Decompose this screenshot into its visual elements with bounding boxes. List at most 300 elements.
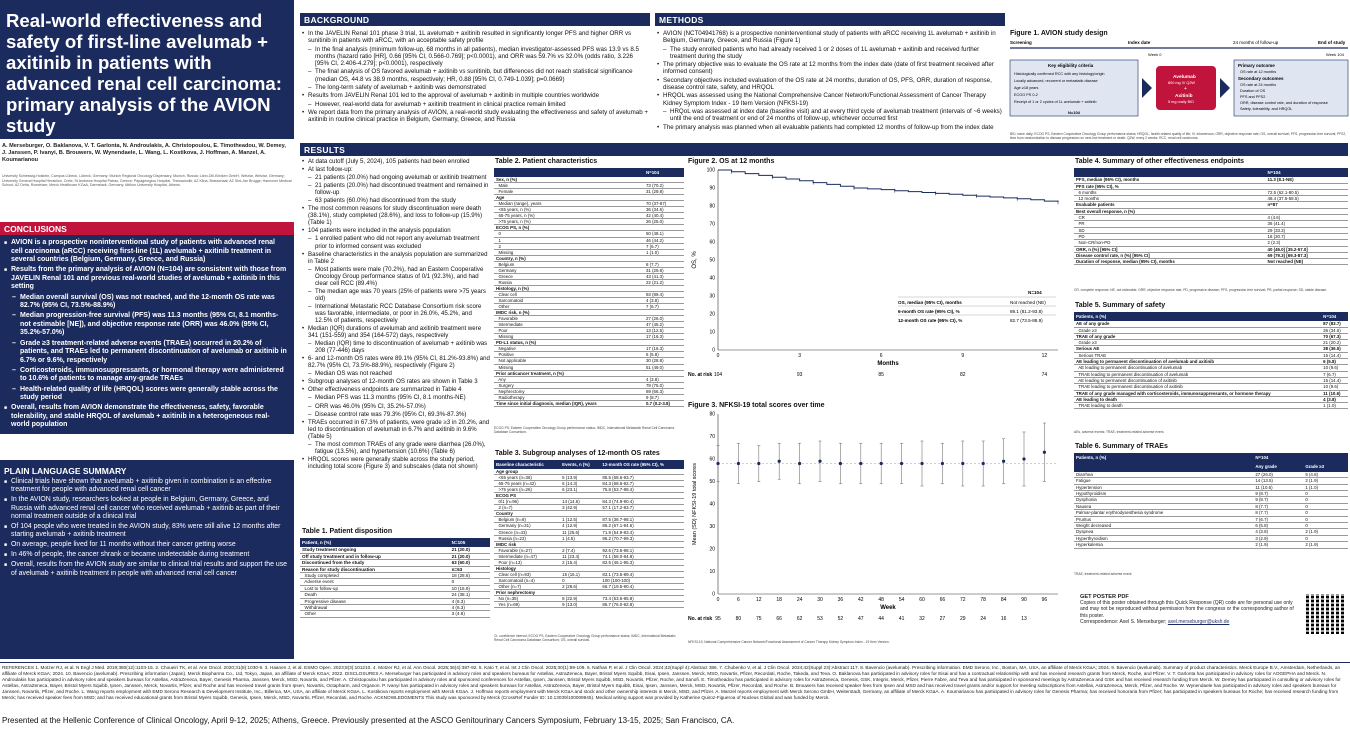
risk-label: No. at risk bbox=[688, 372, 713, 378]
results-item: • At last follow-up: bbox=[302, 166, 490, 173]
table-cell: Positive bbox=[494, 352, 644, 358]
y-tick-label: 90 bbox=[709, 185, 715, 192]
y-tick-label: 60 bbox=[709, 239, 715, 246]
table-row bbox=[494, 400, 684, 406]
table-cell: Lost to follow-up bbox=[300, 585, 450, 591]
results-item: – 21 patients (20.0%) had discontinued treatment and remained in follow-up bbox=[302, 182, 490, 196]
table-cell: 43 (41.3) bbox=[644, 273, 684, 279]
table-cell: 5 (13.9) bbox=[560, 475, 600, 481]
methods-item: • The primary objective was to evaluate the OS rate at 12 months from the index date (date of first treatment received after informed consent) bbox=[657, 61, 1003, 76]
figure2-chart bbox=[688, 166, 1068, 394]
figure3-chart bbox=[688, 410, 1068, 638]
results-item: – Most patients were male (70.2%), had an Eastern Cooperative Oncology Group performance status of 0/1 (92.3%), and had clear cell RCC (89.4%) bbox=[302, 266, 490, 287]
table-cell: 8 (22.9) bbox=[560, 596, 600, 602]
table-cell: Sarcomatoid bbox=[494, 297, 644, 303]
table-cell: Withdrawal bbox=[300, 605, 450, 611]
background-item: • We report data from the primary analysis of AVION, a real-world study evaluating the effectiveness and safety of avelumab + axitinib in routine clinical practice in Belgium, Germany, Greece, and Russia bbox=[302, 109, 648, 124]
table-cell: ORR, n (%) [95% CI] bbox=[1074, 246, 1266, 252]
fig1-week104: Week 104 bbox=[1326, 52, 1344, 57]
table-cell: 1 (1.0) bbox=[1321, 403, 1348, 409]
table-cell: 10 (9.6) bbox=[1321, 384, 1348, 390]
t1-h1: Patient, n (%) bbox=[300, 538, 450, 547]
table4-footnote: CR, complete response; NE, not estimable; ORR, objective response rate; PD, progressive disease; PFS, progression-free survival; PR, partial response; SD, stable disease. bbox=[1074, 288, 1328, 292]
table-cell: Belgium (n=8) bbox=[494, 517, 560, 523]
table-cell: AE leading to permanent discontinuation of axitinib bbox=[1074, 377, 1321, 383]
x-tick-label: 12 bbox=[1041, 353, 1048, 359]
x-tick-label: 30 bbox=[817, 597, 823, 603]
table-cell: Yes (n=69) bbox=[494, 602, 560, 608]
plain-item: ■ On average, people lived for 11 months without their cancer getting worse bbox=[4, 541, 288, 549]
table-row bbox=[1074, 259, 1348, 265]
y-tick-label: 80 bbox=[709, 203, 715, 210]
table-cell: 6 (5.8) bbox=[1321, 359, 1348, 365]
results-item: – ORR was 46.0% (95% CI, 35.2%-57.0%) bbox=[302, 403, 490, 410]
table6-footnote: TRAE, treatment-related adverse event. bbox=[1074, 572, 1133, 576]
table-cell: 11 (10.6) bbox=[1321, 390, 1348, 396]
table-cell: 6 months bbox=[1074, 189, 1266, 195]
table-cell: Reason for study discontinuation bbox=[300, 566, 450, 572]
table-cell: Time since initial diagnosis, median (IQR), years bbox=[494, 400, 644, 406]
table-cell: Serious AE bbox=[1074, 346, 1321, 352]
x-tick-label: 18 bbox=[776, 597, 782, 603]
table1-caption: Table 1. Patient disposition bbox=[302, 528, 393, 535]
methods-item: – HRQoL was assessed at index date (baseline visit) and at every third cycle of avelumab treatment (intervals of ~6 weeks) until the end of treatment or end of 24 months of follow-up, whichever occurred first bbox=[657, 108, 1003, 123]
table-cell: 46 (44.2) bbox=[644, 237, 684, 243]
table-cell: 0 bbox=[1303, 491, 1348, 497]
x-tick-label: 24 bbox=[796, 597, 803, 603]
table-cell: 63 (60.0) bbox=[450, 560, 490, 566]
risk-number: 62 bbox=[796, 616, 803, 622]
table-cell: 7 (6.7) bbox=[644, 304, 684, 310]
table-cell: TRAE leading to permanent discontinuation of axitinib bbox=[1074, 384, 1321, 390]
table-cell: 15 (14.4) bbox=[1321, 352, 1348, 358]
table-cell: Weight decreased bbox=[1074, 523, 1253, 529]
email-link[interactable]: axel.merseburger@uksh.de bbox=[1167, 618, 1230, 625]
t2-h2: N=104 bbox=[644, 168, 684, 177]
table6-caption: Table 6. Summary of TRAEs bbox=[1075, 443, 1168, 450]
x-tick-label: 6 bbox=[879, 353, 883, 359]
table-cell: 11 (25.6) bbox=[560, 529, 600, 535]
x-tick-label: 54 bbox=[898, 597, 905, 603]
fig1-primary: OS rate at 12 months bbox=[1240, 70, 1277, 74]
mean-point bbox=[880, 462, 883, 465]
references: REFERENCES 1. Motzer RJ, et al. N Engl J Med. 2019;380(12):1103-15. 2. Choueiri TK, et al. Ann Oncol. 2020;31(8):1030-9. 3. Haanen J, et al. ESMO Open. 2023;8(3):101210. 4. Motzer RJ, et al. Ann Oncol. 2025;36(4):387-92. 5. Kato T, et al. Int J Clin Oncol. 2025;30(1):99-109. 6. Nathan P, et al. J Clin Oncol. 2024;42(Suppl 4):Abstract 386. 7. Chubenko V, et al. J Clin Oncol. 2024;42(Suppl 23):Abstract 117. 8. Bavencio (avelumab). Prescribing information. EMD Serono, Inc., Boston, MA, USA, an affiliate of Merck KGaA; 2024. 9. Bavencio (avelumab). Summary of product characteristics. Merck Europe B.V., Amsterdam, Netherlands, an affiliate of Merck KGaA; 2024. 10. Bavencio (avelumab). Prescribing information (Japan). Merck Biopharma Co., Ltd, Tokyo, Japan, an affiliate of Merck KGaA; 2022. DISCLOSURES A. Merseburger has participated in advisory roles and speakers bureaus for Astellas, AstraZeneca, Bayer, Bristol Myers Squibb, Eisai, Ipsen, Janssen, Merck, MSD, Novartis, Pfizer, Recordati, Roche, Takeda, and Teva. O. Baklanova has participated in advisory roles for Eisai and has a contractual relationship with and has received research grants from Merck, Roche, and Pfizer. V. T. Garlonta has participated in advisory roles for AOGEPHA and Merck. N. Androulakis has participated in advisory roles and speakers bureaus for Astellas, AstraZeneca, Bayer, Genesis Pharma, Janssen, Merck, MSD, Novartis, and Pfizer. A. Christopoulou has participated in advisory roles and sponsored conferences for Astellas, Ipsen, Janssen, Bristol Myers Squibb, MSD, Novartis, Pfizer, Roche, and Sanofi. E. Timotheadou has participated in advisory roles for AstraZeneca, Genesis, GSK, Integris, Merck, Pfizer, Pierre Fabre, and Teva and has participated in sponsored meetings by AstraZeneca and GSK and has received research funding from Merck. W. Demey has participated in consulting or advisory roles for Astellas, AstraZeneca, Bayer, Bristol Myers Squibb, Ipsen, Janssen, Merck, Novartis, Pfizer, and Roche and has received travel grants from Ipsen, Novartis, Octapharm, and Organon. P. Ivanyi has participated in advisory roles and speakers bureaus for Astellas, AstraZeneca, Bayer, Bristol Myers Squibb, Eisai, Ipsen, Janssen, Merck, MSD, Novartis, Pfizer, Recordati, and Roche. B. Brouwers has received speaker fees from Ipsen and MSD and has received travel grants and/or support for meeting subscriptions from Astellas, AstraZeneca, Merck, Pfizer, and Roche. W. Wynendaele has participated in advisory roles and speakers bureaus for Janssen, Novartis, Pfizer, and Roche. L. Wang reports employment with EMD Serono Research & Development Institute, Inc., Billerica, MA, USA, an affiliate of Merck KGaA. L. Kostikova reports employment with Merck KGaA. J. Hoffman reports employment with Merck KGaA and stock and other ownership interests in Merck, MSD, and Pfizer. A. Manzel reports employment with Merck Serono GmbH, Weiterstadt, Germany, an affiliate of Merck KGaA. A. Koumarianou has participated in advisory roles for Genesis Pharma; has received honoraria from Pfizer; has participated in speakers bureaus for Roche; has received research funding from Merck; has received speaker fees from MSD; and has received educational grants from Bristol Myers Squibb, Genesis, Ipsen, Merck, MSD, Novartis, Pfizer, Recordati, and Roche. ACKNOWLEDGMENTS This study was sponsored by Merck (CrossRef Funder ID: 10.13039/100009945). Medical writing support was provided by Katherine Quiroz-Figueroa of Nucleus Global and was funded by Merck. bbox=[0, 662, 1350, 714]
table-cell: 1 (1.0) bbox=[644, 249, 684, 255]
table-cell: 48.4 (37.5-58.5) bbox=[1266, 196, 1349, 202]
t5-h2: N=104 bbox=[1321, 312, 1348, 321]
conclusions-item: ■ Results from the primary analysis of AVION (N=104) are consistent with those from JAVELIN Renal 101 and previous real-world studies of avelumab + axitinib in this setting bbox=[4, 266, 288, 292]
table-cell: SD bbox=[1074, 227, 1266, 233]
table-cell: IMDC risk, n (%) bbox=[494, 310, 644, 316]
risk-number: 95 bbox=[715, 616, 721, 622]
fig1-drug2: Axitinib bbox=[1175, 94, 1193, 99]
title-banner bbox=[0, 0, 294, 139]
background-item: – However, real-world data for avelumab + axitinib treatment in clinical practice remain limited bbox=[302, 101, 648, 108]
table-cell: Nausea bbox=[1074, 503, 1253, 509]
table-cell: 0 bbox=[494, 231, 644, 237]
table-cell: 8 (7.7) bbox=[644, 261, 684, 267]
table-cell: Greece bbox=[494, 273, 644, 279]
table-cell: >75 years, n (%) bbox=[494, 219, 644, 225]
fig1-key-title: Key eligibility criteria bbox=[1048, 63, 1094, 68]
figure1-diagram bbox=[1008, 38, 1350, 130]
qr-code-icon[interactable] bbox=[1306, 594, 1346, 634]
table-cell: CR bbox=[1074, 215, 1266, 221]
plain-item: ■ Overall, results from the AVION study are similar to clinical trial results and support the use of avelumab + axitinib treatment in people with advanced renal cell cancer bbox=[4, 561, 288, 578]
conclusions-item: – Corticosteroids, immunosuppressants, or hormonal therapy were administered to 10.6% of patients to manage any-grade TRAEs bbox=[4, 367, 288, 384]
table-cell: IMDC risk bbox=[494, 541, 560, 547]
y-tick-label: 100 bbox=[706, 167, 715, 174]
table-cell: 7 (6.7) bbox=[1321, 371, 1348, 377]
table4 bbox=[1074, 168, 1348, 265]
table3 bbox=[494, 460, 684, 608]
x-tick-label: 0 bbox=[716, 353, 720, 359]
y-tick-label: 70 bbox=[709, 434, 715, 440]
table-cell: Non-CR/non-PD bbox=[1074, 240, 1266, 246]
table-cell: Country bbox=[494, 511, 560, 517]
table-cell: Clear cell (n=93) bbox=[494, 571, 560, 577]
table-cell: 29 (33.3) bbox=[1266, 227, 1349, 233]
table-cell: 65-75 years, n (%) bbox=[494, 213, 644, 219]
table-cell: Median (range), years bbox=[494, 201, 644, 207]
table-cell: 10 (9.6) bbox=[1321, 365, 1348, 371]
table6 bbox=[1074, 453, 1348, 549]
table-cell: PFS, median (95% CI), months bbox=[1074, 177, 1266, 183]
table-cell: 11 (10.6) bbox=[1253, 484, 1303, 490]
x-tick-label: 9 bbox=[961, 353, 965, 359]
table-cell: Male bbox=[494, 183, 644, 189]
table-cell: AE leading to permanent discontinuation of avelumab and axitinib bbox=[1074, 359, 1321, 365]
table-cell: 0 bbox=[1303, 503, 1348, 509]
table-cell: 4 (6.3) bbox=[450, 605, 490, 611]
risk-number: 32 bbox=[919, 616, 925, 622]
results-item: • At data cutoff (July 5, 2024), 105 patients had been enrolled bbox=[302, 158, 490, 165]
x-tick-label: 48 bbox=[878, 597, 884, 603]
mean-point bbox=[920, 462, 923, 465]
conclusions-list bbox=[0, 235, 294, 434]
affiliations: University Schleswig-Holstein, Campus Lübeck, Lübeck, Germany; Munich Regional Oncology Dispensary, Munich, Russia; Lahn-Dill-Kliniken GmbH, Wetzlar, Wetzlar, Germany; University General Hospital Heraklion, Crete; St Andrews Hospital Patras, Greece; Papageorgiou Hospital, Thessaloniki; AZ Klina, Brasschaat; AZ Sint-Jan Brugge; Hannover Medical School; AZ Delta, Roeselare; Merck Healthcare KGaA, Darmstadt, Germany; Attikon University Hospital, Athens. bbox=[2, 174, 292, 188]
table-cell: 2 (1.9) bbox=[1303, 542, 1348, 548]
results-item: • TRAEs occurred in 67.3% of patients, were grade ≥3 in 20.2%, and led to discontinuation of avelumab in 6.7% and axitinib in 9.6% (Table 5) bbox=[302, 419, 490, 440]
conclusions-heading: CONCLUSIONS bbox=[0, 222, 294, 235]
table-cell: 18 (20.7) bbox=[1266, 233, 1349, 239]
table-cell: 17 (16.3) bbox=[644, 334, 684, 340]
table-cell: TRAE leading to death bbox=[1074, 403, 1321, 409]
table-cell: 18 (28.6) bbox=[450, 573, 490, 579]
table-cell: 4 (6.3) bbox=[450, 598, 490, 604]
risk-label: No. at risk bbox=[688, 616, 713, 622]
risk-number: 80 bbox=[735, 616, 742, 622]
methods-list bbox=[657, 30, 1003, 132]
fig1-followup: 24 months of follow-up bbox=[1233, 40, 1279, 45]
y-axis-label: Mean (SD) NFKSI-19 total scores bbox=[692, 463, 698, 545]
x-tick-label: 36 bbox=[837, 597, 844, 603]
results-item: – Disease control rate was 79.3% (95% CI, 69.3%-87.3%) bbox=[302, 411, 490, 418]
table3-caption: Table 3. Subgroup analyses of 12-month OS rates bbox=[495, 450, 660, 457]
mean-point bbox=[1002, 460, 1005, 463]
table-cell: 4 (3.8) bbox=[1321, 396, 1348, 402]
table-cell: 27 (26.0) bbox=[644, 316, 684, 322]
table-cell: Hyperkalemia bbox=[1074, 542, 1253, 548]
t6-h1: Patients, n (%) bbox=[1074, 453, 1253, 462]
table-cell: 50 (48.1) bbox=[644, 231, 684, 237]
table-cell: Histology, n (%) bbox=[494, 285, 644, 291]
mean-point bbox=[900, 462, 903, 465]
table-cell: Disease control rate, n (%) [95% CI] bbox=[1074, 252, 1266, 258]
fig1-secondary-title: Secondary outcomes bbox=[1238, 76, 1284, 81]
x-tick-label: 42 bbox=[858, 597, 864, 603]
mean-point bbox=[941, 462, 944, 465]
table-cell: 93 (89.4) bbox=[644, 291, 684, 297]
t3-h2: Events, n (%) bbox=[560, 460, 600, 469]
conclusions-item: – Median progression-free survival (PFS) was 11.3 months (95% CI, 8.1 months-not estimable [NE]), and objective response rate (ORR) was 46.0% (95% CI, 35.2%-57.0%) bbox=[4, 312, 288, 338]
risk-number: 27 bbox=[939, 616, 946, 622]
fig1-drug2b: 5 mg orally BID bbox=[1168, 100, 1194, 104]
table-cell: 3 (42.9) bbox=[560, 505, 600, 511]
table-row bbox=[1074, 542, 1348, 548]
methods-item: • HRQOL was assessed using the National Comprehensive Cancer Network/Functional Assessment of Cancer Therapy Kidney Symptom Index - 19 Item Version (NFKSI-19) bbox=[657, 92, 1003, 107]
x-axis-label: Week bbox=[880, 605, 896, 611]
fig1-key-item: Age ≥18 years bbox=[1014, 86, 1039, 90]
methods-item: • Secondary objectives included evaluation of the OS rate at 24 months, duration of OS, PFS, ORR, duration of response, disease control rate, safety, and HRQOL bbox=[657, 77, 1003, 92]
results-item: – 21 patients (20.0%) had ongoing avelumab or axitinib treatment bbox=[302, 174, 490, 181]
table-cell: 14 (13.5) bbox=[1253, 478, 1303, 484]
risk-number: 93 bbox=[796, 372, 803, 378]
table-cell: Not applicable bbox=[494, 358, 644, 364]
table-cell: ECOG PS, n (%) bbox=[494, 225, 644, 231]
fig1-secondary-item: ORR, disease control rate, and duration of response bbox=[1240, 101, 1328, 105]
y-tick-label: 40 bbox=[709, 275, 715, 282]
table-cell: Poor (n=13) bbox=[494, 559, 560, 565]
y-axis-label: OS, % bbox=[692, 251, 698, 269]
table-cell: 15 (16.1) bbox=[560, 571, 600, 577]
results-heading: RESULTS bbox=[300, 143, 1348, 156]
t6-h2: N=104 bbox=[1253, 453, 1348, 462]
table-cell: Dyspnea bbox=[1074, 529, 1253, 535]
mean-point bbox=[798, 462, 801, 465]
table-cell: 51 (49.0) bbox=[644, 364, 684, 370]
risk-number: 52 bbox=[837, 616, 844, 622]
t6-h3: Any grade bbox=[1253, 462, 1303, 471]
os-table-cell: Not reached (NE) bbox=[1010, 300, 1046, 305]
table-cell: 31 (29.8) bbox=[644, 267, 684, 273]
table-cell: Duration of response, median (95% CI), months bbox=[1074, 259, 1266, 265]
mean-point bbox=[778, 460, 781, 463]
mean-point bbox=[982, 462, 985, 465]
table-cell: 3 (2.9) bbox=[1253, 535, 1303, 541]
table-cell: PR bbox=[1074, 221, 1266, 227]
methods-item: • The primary analysis was planned when all evaluable patients had completed 12 months of follow-up from the index date bbox=[657, 124, 1003, 131]
mean-point bbox=[961, 462, 964, 465]
table-cell: 1 (4.5) bbox=[560, 535, 600, 541]
table5 bbox=[1074, 312, 1348, 409]
table2 bbox=[494, 168, 684, 407]
poster-title: Real-world effectiveness and safety of first-line avelumab + axitinib in patients with advanced renal cell carcinoma: primary analysis of the AVION study bbox=[6, 10, 282, 136]
conclusions-item: ■ AVION is a prospective noninterventional study of patients with advanced renal cell carcinoma (aRCC) receiving first-line (1L) avelumab + axitinib treatment in several countries (Belgium, Germany, Greece, and Russia) bbox=[4, 239, 288, 265]
table-cell: 30 (28.8) bbox=[644, 358, 684, 364]
risk-number: 82 bbox=[960, 372, 966, 378]
x-tick-label: 66 bbox=[939, 597, 946, 603]
table-cell: <65 years, n (%) bbox=[494, 207, 644, 213]
methods-item: • AVION (NCT04941768) is a prospective noninterventional study of patients with aRCC receiving 1L avelumab + axitinib in Belgium, Germany, Greece, and Russia (Figure 1) bbox=[657, 30, 1003, 45]
table-cell: Hypothyroidism bbox=[1074, 491, 1253, 497]
table-cell: 11 (23.4) bbox=[560, 553, 600, 559]
table-cell: 87 (83.7) bbox=[1321, 321, 1348, 327]
table-cell: 87.5 (38.7-98.1) bbox=[600, 517, 684, 523]
t4-h2: N=104 bbox=[1266, 168, 1349, 177]
get-poster-title: GET POSTER PDF bbox=[1080, 594, 1129, 600]
results-item: • Subgroup analyses of 12-month OS rates are shown in Table 3 bbox=[302, 378, 490, 385]
risk-number: 47 bbox=[858, 616, 864, 622]
y-tick-label: 20 bbox=[709, 311, 715, 318]
correspondence: Correspondence: Axel S. Merseburger; bbox=[1080, 618, 1167, 625]
table-cell: 7 (6.7) bbox=[1253, 516, 1303, 522]
table-cell: 82.5 (46.1-95.3) bbox=[600, 559, 684, 565]
risk-number: 16 bbox=[1000, 616, 1007, 622]
x-tick-label: 72 bbox=[960, 597, 966, 603]
figure2-caption: Figure 2. OS at 12 months bbox=[688, 158, 775, 165]
table-cell: PD bbox=[1074, 233, 1266, 239]
fig1-screening: Screening bbox=[1010, 40, 1032, 45]
x-tick-label: 84 bbox=[1000, 597, 1007, 603]
results-item: – The median age was 70 years (25% of patients were >75 years old) bbox=[302, 288, 490, 302]
x-tick-label: 78 bbox=[980, 597, 986, 603]
table-cell: 4 (3.8) bbox=[1253, 529, 1303, 535]
t1-h2: N=105 bbox=[450, 538, 490, 547]
table-cell: n=63 bbox=[450, 566, 490, 572]
methods-item: – The study enrolled patients who had already received 1 or 2 doses of 1L avelumab + axitinib and received further treatment during the study bbox=[657, 46, 1003, 61]
table-cell: 36 (41.4) bbox=[1266, 221, 1349, 227]
os-table-cell: 12-month OS rate (95% CI), % bbox=[898, 318, 963, 323]
table-cell: 86.7 (76.0-92.8) bbox=[600, 602, 684, 608]
table-cell: Favorable bbox=[494, 316, 644, 322]
table-cell: 2 (1.9) bbox=[1303, 478, 1348, 484]
fig1-drug1: Avelumab bbox=[1173, 75, 1196, 80]
table2-caption: Table 2. Patient characteristics bbox=[495, 158, 598, 165]
table-cell: 0 bbox=[1303, 510, 1348, 516]
table-cell: 9 (13.0) bbox=[560, 602, 600, 608]
table-cell: 100 (100-100) bbox=[600, 577, 684, 583]
results-item: – Median (IQR) time to discontinuation of avelumab + axitinib was 208 (77-446) days bbox=[302, 340, 490, 354]
table-cell: 13 (12.5) bbox=[644, 328, 684, 334]
table-cell: Death bbox=[300, 592, 450, 598]
table-cell: 2 (15.4) bbox=[560, 559, 600, 565]
table-cell: Country, n (%) bbox=[494, 255, 644, 261]
table-cell: 40 (46.0) [35.2-57.0] bbox=[1266, 246, 1349, 252]
table-cell: Negative bbox=[494, 346, 644, 352]
table-cell: 75.8 (53.7-88.4) bbox=[600, 487, 684, 493]
fig1-secondary-item: Duration of OS bbox=[1240, 89, 1266, 93]
table-cell: Intermediate (n=47) bbox=[494, 553, 560, 559]
results-item: • The most common reasons for study discontinuation were death (38.1%), study completed (28.6%), and loss to follow-up (15.9%) (Table 1) bbox=[302, 205, 490, 226]
table-cell: 1 (12.5) bbox=[560, 517, 600, 523]
fig1-key-item: Receipt of 1 or 2 cycles of 1L avelumab + axitinib bbox=[1014, 100, 1097, 104]
table-cell: Off study treatment and in follow-up bbox=[300, 553, 450, 559]
table4-caption: Table 4. Summary of other effectiveness endpoints bbox=[1075, 158, 1245, 165]
table-cell: 2 bbox=[494, 243, 644, 249]
plain-item: ■ Of 104 people who were treated in the AVION study, 83% were still alive 12 months after starting avelumab + axitinib treatment bbox=[4, 523, 288, 540]
figure3-caption: Figure 3. NFKSI-19 total scores over time bbox=[688, 402, 825, 409]
table3-footnote: CI, confidence interval; ECOG PS, Eastern Cooperative Oncology Group performance status; IMDC, International Metastatic Renal Cell Carcinoma Database Consortium; OS, overall survival. bbox=[494, 634, 676, 642]
table-cell: 36 (34.6) bbox=[644, 207, 684, 213]
table-cell: 11.3 (8.1-NE) bbox=[1266, 177, 1349, 183]
mean-point bbox=[737, 462, 740, 465]
table-row bbox=[494, 602, 684, 608]
conclusions-item: ■ Overall, results from AVION demonstrate the effectiveness, safety, favorable tolerability, and stable HRQOL of avelumab + axitinib in a heterogeneous real-world population bbox=[4, 404, 288, 430]
table-cell: 0 bbox=[1303, 535, 1348, 541]
x-tick-label: 6 bbox=[737, 597, 740, 603]
fig1-drug1b: 800 mg IV Q2W bbox=[1168, 81, 1196, 85]
table-cell: AE leading to death bbox=[1074, 396, 1321, 402]
table-row bbox=[1074, 403, 1348, 409]
table-cell: Study treatment ongoing bbox=[300, 547, 450, 553]
table-cell: 1 bbox=[494, 237, 644, 243]
table-cell: 0 bbox=[450, 579, 490, 585]
table-cell: 38 (36.5) bbox=[1321, 346, 1348, 352]
table-cell: 0 bbox=[1303, 516, 1348, 522]
table-cell: 15 (14.4) bbox=[1321, 377, 1348, 383]
table-cell: Hypertension bbox=[1074, 484, 1253, 490]
table-cell: 70 (37-87) bbox=[644, 201, 684, 207]
table-cell: 36 (34.6) bbox=[1321, 327, 1348, 333]
table-cell: Germany (n=31) bbox=[494, 523, 560, 529]
table-cell: Greece (n=43) bbox=[494, 529, 560, 535]
plain-language-heading: PLAIN LANGUAGE SUMMARY bbox=[4, 466, 127, 476]
table-cell: 21 (20.0) bbox=[450, 553, 490, 559]
table-cell: 3 (4.8) bbox=[450, 611, 490, 617]
table-cell: Grade ≥3 bbox=[1074, 340, 1321, 346]
background-item: – The final analysis of OS favored avelumab + axitinib vs sunitinib, but differences did not reach statistical significance (median OS, 44.8 vs 38.9 months, respectively; HR, 0.88 [95% CI, 0.749-1.039]; p=0.0669) bbox=[302, 68, 648, 83]
table-cell: Diarrhea bbox=[1074, 472, 1253, 478]
table-cell: Any bbox=[494, 376, 644, 382]
risk-number: 29 bbox=[960, 616, 966, 622]
results-item: • Median (IQR) durations of avelumab and axitinib treatment were 341 (151-559) and 354 (164-572) days, respectively bbox=[302, 325, 490, 339]
table-cell: Adverse event bbox=[300, 579, 450, 585]
table2-footnote: ECOG PS, Eastern Cooperative Oncology Group performance status; IMDC, International Metastatic Renal Cell Carcinoma Database Consortium. bbox=[494, 426, 675, 434]
table-cell: 0 bbox=[1303, 523, 1348, 529]
plain-item: ■ In 46% of people, the cancer shrank or became undetectable during treatment bbox=[4, 551, 288, 559]
table-cell: Fatigue bbox=[1074, 478, 1253, 484]
mean-point bbox=[839, 462, 842, 465]
table-cell: 65-75 years (n=42) bbox=[494, 481, 560, 487]
table-cell: 6 (23.1) bbox=[560, 487, 600, 493]
table-cell: 21 (20.0) bbox=[450, 547, 490, 553]
table-cell: 24 (38.1) bbox=[450, 592, 490, 598]
table-cell: <65 years (n=36) bbox=[494, 475, 560, 481]
table-cell: 73.4 (53.6-85.8) bbox=[600, 596, 684, 602]
background-heading: BACKGROUND bbox=[300, 13, 650, 26]
table-cell: 14 (14.6) bbox=[560, 499, 600, 505]
table-cell: 85.5 (68.6-93.7) bbox=[600, 475, 684, 481]
table-cell: 78 (75.0) bbox=[644, 382, 684, 388]
table-cell: 8 (7.7) bbox=[1253, 510, 1303, 516]
risk-number: 75 bbox=[756, 616, 762, 622]
table-cell: >75 years (n=26) bbox=[494, 487, 560, 493]
x-tick-label: 0 bbox=[716, 597, 720, 603]
table-cell: 72.5 (62.1-80.5) bbox=[1266, 189, 1349, 195]
table-cell: Belgium bbox=[494, 261, 644, 267]
os-table-cell: 82.7 (73.5-88.9) bbox=[1010, 318, 1043, 323]
table-cell: 69 (79.3) [69.3-87.3] bbox=[1266, 252, 1349, 258]
x-tick-label: 90 bbox=[1021, 597, 1027, 603]
table-cell: 69 (66.3) bbox=[644, 388, 684, 394]
results-item: • HRQOL scores were generally stable across the study period, including total score (Figure 3) and subscales (data not shown) bbox=[302, 456, 490, 470]
figure1-footnote: BID, twice daily; ECOG PS, Eastern Cooperative Oncology Group performance status; HRQOL, health-related quality of life; IV, intravenous; ORR, objective response rate; OS, overall survival; PFS, progression-free survival; PFS2, time from randomization to disease progression on next-line treatment or death; Q2W, every 2 weeks; RCC, renal cell carcinoma. bbox=[1010, 132, 1347, 140]
table-cell: 2 (1.9) bbox=[1303, 529, 1348, 535]
table-cell: 4 (3.8) bbox=[644, 297, 684, 303]
x-tick-label: 12 bbox=[756, 597, 762, 603]
table-cell: Serious TRAE bbox=[1074, 352, 1321, 358]
